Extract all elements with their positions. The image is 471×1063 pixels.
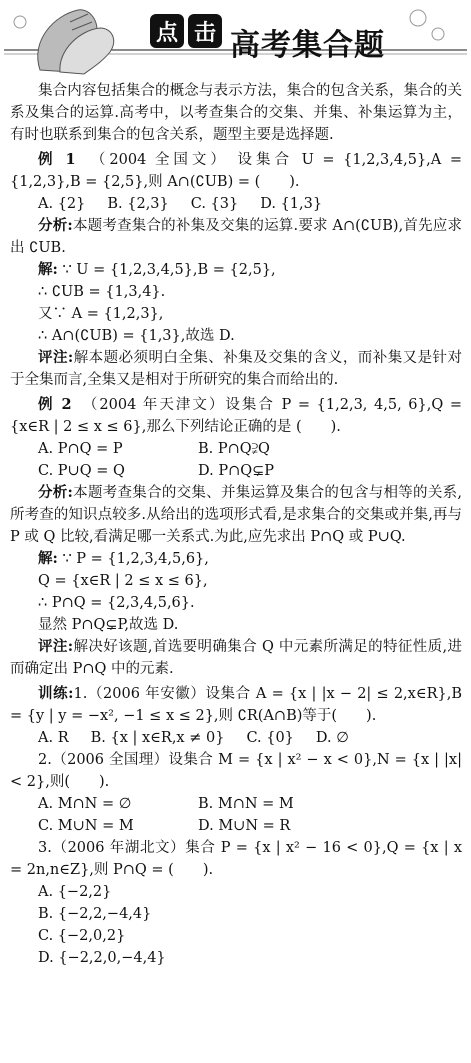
solution-line-4: ∴ A∩(∁UB) = {1,3},故选 D. <box>38 328 235 344</box>
solution-line-2: ∴ ∁UB = {1,3,4}. <box>38 284 166 300</box>
example-2-comment <box>10 636 462 680</box>
training-q3: 3.（2006 年湖北文）集合 P = {x | x² − 16 < 0},Q = {x | x = 2n,n∈Z},则 P∩Q = ( ). <box>10 840 462 878</box>
training-q1-text: 1.（2006 年安徽）设集合 A = {x | |x − 2| ≤ 2,x∈R},B = {y | y = −x², −1 ≤ x ≤ 2},则 ∁R(A∩B)等于( ). <box>10 686 462 724</box>
solution-line-3: ∴ P∩Q = {2,3,4,5,6}. <box>38 595 195 611</box>
intro-paragraph: 集合内容包括集合的概念与表示方法，集合的包含关系，集合的关系及集合的运算.高考中，以考查集合的交集、并集、补集运算为主，有时也联系到集合的包含关系，题型主要是选择题. <box>10 83 462 143</box>
option-c: C. M∪N = M <box>38 818 134 834</box>
option-d: D. P∩Q⊊P <box>198 463 275 479</box>
example-1-comment <box>10 347 462 391</box>
example-2-text: （2004 年天津文）设集合 P = {1,2,3, 4,5, 6},Q = {x∈R | 2 ≤ x ≤ 6},那么下列结论正确的是 ( ). <box>10 397 462 435</box>
example-1-text: （2004 全国文） 设集合 U = {1,2,3,4,5},A = {1,2,3},B = {2,5},则 A∩(∁UB) = ( ). <box>10 152 463 190</box>
example-2-solution-line <box>10 548 462 570</box>
option-b: B. {x | x∈R,x ≠ 0} <box>90 730 225 746</box>
analysis-label: 分析: <box>38 217 73 234</box>
example-2-question <box>10 394 462 438</box>
option-c: C. P∪Q = Q <box>38 463 125 479</box>
solution-line-1: ∵ U = {1,2,3,4,5},B = {2,5}, <box>62 262 276 278</box>
comment-label: 评注: <box>38 638 74 655</box>
hands-icon <box>38 10 114 74</box>
example-1-question <box>10 149 462 193</box>
training-q2-options <box>10 793 462 837</box>
solution-line-2: Q = {x∈R | 2 ≤ x ≤ 6}, <box>38 573 208 589</box>
example-1-solution-line <box>10 259 462 281</box>
example-2-label: 例 2 <box>38 396 72 413</box>
solution-line-3: 又∵ A = {1,2,3}, <box>38 306 164 322</box>
option-a: A. {−2,2} <box>38 884 112 900</box>
brand-char-1: 点 <box>155 21 179 46</box>
training-q2: 2.（2006 全国理）设集合 M = {x | x² − x < 0},N = {x | |x| < 2},则( ). <box>10 752 462 790</box>
option-d: D. ∅ <box>315 730 349 746</box>
comment-label: 评注: <box>38 349 74 366</box>
option-b: B. P∩Q⫌Q <box>198 441 270 457</box>
option-c: C. {3} <box>190 196 239 212</box>
training-label: 训练: <box>38 685 74 702</box>
solution-line-1: ∵ P = {1,2,3,4,5,6}, <box>62 551 209 567</box>
option-c: C. {0} <box>246 730 294 746</box>
training-q1-options <box>10 727 462 749</box>
option-b: B. {2,3} <box>107 196 169 212</box>
analysis-text: 本题考查集合的交集、并集运算及集合的包含与相等的关系,所考查的知识点较多.从给出的选项形式看,是求集合的交集或并集,再与 P 或 Q 比较,看满足哪一关系式.为此,应先求出 P∩Q 或 P∪Q. <box>10 485 462 545</box>
option-b: B. M∩N = M <box>198 796 294 812</box>
analysis-text: 本题考查集合的补集及交集的运算.要求 A∩(∁UB),首先应求出 ∁UB. <box>10 218 462 256</box>
option-d: D. M∪N = R <box>198 818 291 834</box>
example-2-analysis <box>10 482 462 548</box>
example-1-label: 例 1 <box>38 151 76 168</box>
page-title: 高考集合题 <box>230 28 385 63</box>
solution-line-4: 显然 P∩Q⊊P,故选 D. <box>38 617 179 633</box>
option-d: D. {1,3} <box>260 196 323 212</box>
example-1-options <box>10 193 462 215</box>
training-q1 <box>10 683 462 727</box>
option-d: D. {−2,2,0,−4,4} <box>38 950 166 966</box>
comment-text: 解决好该题,首选要明确集合 Q 中元素所满足的特征性质,进而确定出 P∩Q 中的元素. <box>10 639 462 677</box>
solution-label: 解: <box>38 261 58 278</box>
option-a: A. M∩N = ∅ <box>38 796 132 812</box>
option-b: B. {−2,2,−4,4} <box>38 906 152 922</box>
analysis-label: 分析: <box>38 484 73 501</box>
article-body <box>10 80 462 969</box>
example-2-options <box>10 438 462 482</box>
option-a: A. P∩Q = P <box>38 441 123 457</box>
comment-text: 解本题必须明白全集、补集及交集的含义，而补集又是针对于全集而言,全集又是相对于所研究的集合而给出的. <box>10 350 463 388</box>
example-1-analysis <box>10 215 462 259</box>
brand-char-2: 击 <box>193 21 217 46</box>
option-a: A. R <box>38 730 69 746</box>
header-banner <box>0 0 471 78</box>
option-c: C. {−2,0,2} <box>38 928 126 944</box>
option-a: A. {2} <box>38 196 86 212</box>
solution-label: 解: <box>38 550 58 567</box>
